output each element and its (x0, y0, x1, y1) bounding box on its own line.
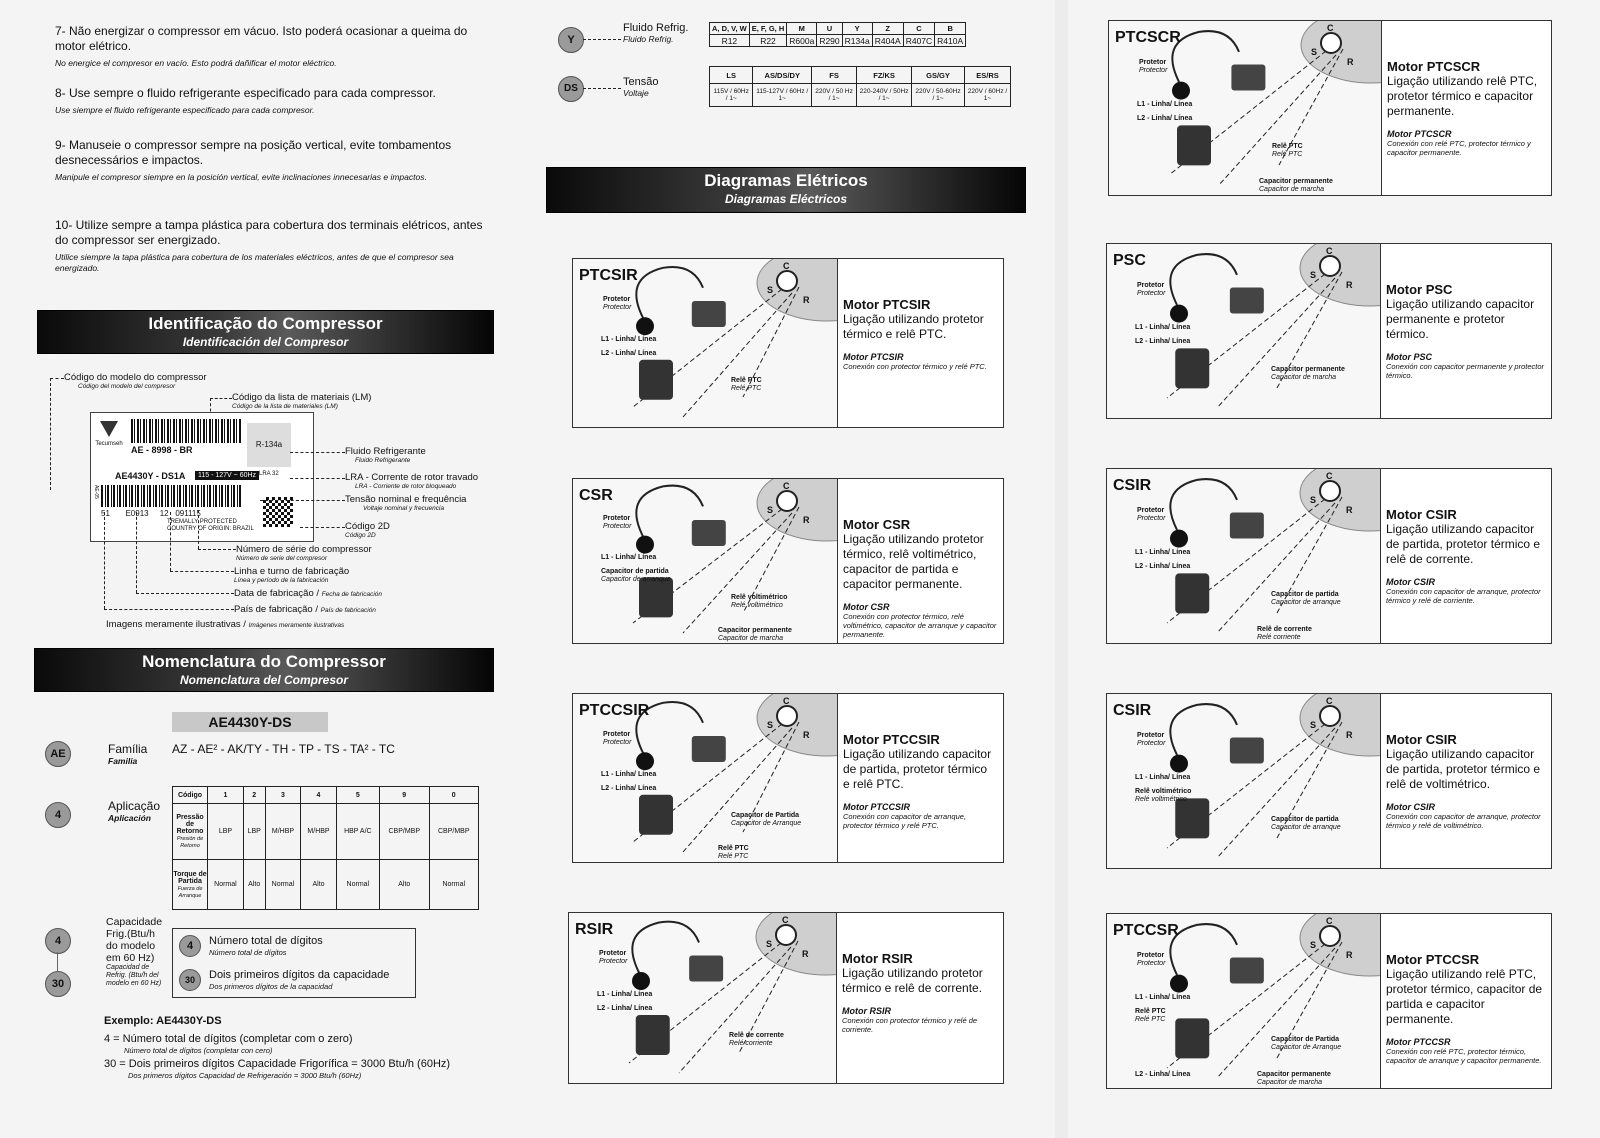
terminal-c-label: C (1326, 246, 1333, 256)
component-label: L2 - Linha/ Línea (1135, 338, 1191, 345)
panel-description (836, 913, 1003, 1083)
component-label: Relê PTC (718, 845, 749, 852)
terminal-s-label: S (767, 285, 774, 295)
component-label-es: Capacitor de arranque (1271, 599, 1341, 606)
panel-description (1380, 694, 1551, 868)
motor-desc: Ligação utilizando capacitor de partida, protetor térmico e relê de voltimétrico. (1386, 747, 1541, 791)
protector-icon (1170, 755, 1188, 773)
terminal-r-label: R (1347, 57, 1354, 67)
voltage-label: Tensão Voltaje (623, 76, 659, 98)
terminal-s-label: S (1310, 270, 1317, 280)
motor-title: Motor PTCCSR (1386, 952, 1480, 967)
nom-banner: Nomenclatura do Compressor Nomenclatura del Compresor (34, 648, 494, 692)
badge-aplicacao: 4 (45, 802, 71, 828)
terminal-c (777, 271, 797, 291)
serial-parts: 51 E0913 12 091115 (101, 509, 201, 518)
component-label: Protetor (1137, 952, 1165, 959)
motor-title-es: Motor PTCCSIR (843, 802, 910, 812)
lm-code: AE - 8998 - BR (131, 445, 193, 455)
terminal-s-label: S (1310, 720, 1317, 730)
left-page (0, 0, 525, 1138)
relay-top-icon (692, 520, 726, 546)
illustrative-note: Imagens meramente ilustrativas / Imágenes meramente ilustrativas (106, 619, 345, 630)
component-label: L1 - Linha/ Línea (1135, 549, 1191, 556)
motor-title: Motor CSR (843, 517, 911, 532)
terminal-r-label: R (803, 515, 810, 525)
relay-top-icon (1230, 958, 1264, 984)
motor-desc-es: Conexión con protector térmico, relé voltimétrico, capacitor de arranque y capacitor permanente. (843, 612, 997, 639)
motor-desc: Ligação utilizando capacitor de partida, protetor térmico e relê PTC. (843, 747, 992, 791)
component-label: L2 - Linha/ Línea (1135, 1071, 1191, 1078)
terminal-r-label: R (802, 949, 809, 959)
callout-lra: LRA - Corrente de rotor travado LRA - Corriente de rotor bloqueado (345, 472, 479, 490)
wiring-diagram (573, 694, 838, 862)
familia-values: AZ - AE² - AK/TY - TH - TP - TS - TA² - TC (172, 742, 395, 756)
motor-desc-es: Conexión con protector térmico y relé de corriente. (842, 1016, 978, 1034)
component-label-es: Protector (1139, 67, 1168, 74)
component-label-es: Capacitor de arranque (601, 576, 671, 583)
panel-csir-current (1106, 468, 1552, 644)
relay-top-icon (692, 736, 726, 762)
relay-top-icon (1230, 738, 1264, 764)
component-label: Capacitor permanente (1259, 178, 1333, 185)
panel-title: PSC (1113, 252, 1146, 269)
motor-desc-es: Conexión con protector térmico y relé PTC. (843, 362, 987, 371)
component-label: Capacitor permanente (718, 627, 792, 634)
motor-title-es: Motor PSC (1386, 352, 1432, 362)
product-label (90, 412, 314, 542)
badge-capacidade-30: 30 (45, 971, 71, 997)
table-row: LS AS/DS/DY FS FZ/KS GS/GY ES/RS (710, 67, 1011, 84)
fluid-table (709, 22, 966, 47)
panel-description (1380, 244, 1551, 418)
terminal-r-label: R (1346, 950, 1353, 960)
table-row: Pressão de Retorno Presión de Retorno LBP LBP M/HBP M/HBP HBP A/C CBP/MBP CBP/MBP (173, 804, 479, 860)
panel-title: CSIR (1113, 702, 1152, 719)
terminal-r-label: R (1346, 730, 1353, 740)
origin-line1: TREMALLY PROTECTED (167, 519, 237, 525)
motor-title-es: Motor CSR (843, 602, 890, 612)
side-code: AE-05 (93, 485, 99, 499)
familia-label: Família Familia (108, 742, 148, 766)
component-label-es: Relé PTC (731, 385, 762, 392)
component-label: L2 - Linha/ Línea (597, 1005, 653, 1012)
protector-icon (632, 972, 650, 990)
component-label: Relê de corrente (729, 1032, 784, 1039)
component-label-es: Capacitor de marcha (1271, 374, 1336, 381)
protector-icon (1170, 975, 1188, 993)
component-label: L1 - Linha/ Línea (597, 991, 653, 998)
panel-psc (1106, 243, 1552, 419)
panel-csr (572, 478, 1004, 644)
panel-description (1380, 469, 1551, 643)
terminal-r-label: R (1346, 505, 1353, 515)
middle-page (525, 0, 1055, 1138)
protector-icon (636, 317, 654, 335)
terminal-c (1320, 926, 1340, 946)
motor-title-es: Motor PTCSCR (1387, 129, 1452, 139)
component-label: Capacitor de partida (1271, 591, 1339, 598)
tecumseh-logo-icon (98, 419, 120, 439)
callout-tension: Tensão nominal e frequência Voltaje nominal y frecuencia (345, 494, 467, 512)
terminal-s-label: S (767, 505, 774, 515)
component-label: L2 - Linha/ Línea (1135, 563, 1191, 570)
callout-2d: Código 2D Código 2D (345, 521, 390, 539)
instruction-8: 8- Use sempre o fluido refrigerante especificado para cada compressor. Use siempre el fluido refrigerante especificado para cada compresor. (55, 86, 436, 115)
motor-title: Motor PTCSCR (1387, 59, 1481, 74)
motor-title-es: Motor PTCSIR (843, 352, 904, 362)
motor-title: Motor CSIR (1386, 507, 1457, 522)
component-label-es: Relé PTC (718, 853, 749, 860)
protector-icon (636, 536, 654, 554)
motor-title: Motor CSIR (1386, 732, 1457, 747)
component-label-es: Capacitor de arranque (1271, 824, 1341, 831)
application-table (172, 786, 479, 910)
wiring-diagram (1107, 469, 1381, 643)
component-label: Relê voltimétrico (1135, 788, 1192, 795)
terminal-c (1320, 706, 1340, 726)
motor-desc: Ligação utilizando protetor térmico e relê de corrente. (842, 966, 983, 995)
component-label-es: Capacitor de Arranque (1271, 1044, 1342, 1051)
terminal-s-label: S (767, 720, 774, 730)
component-label: Capacitor de Partida (731, 812, 800, 819)
panel-title: PTCCSIR (579, 702, 650, 719)
terminal-s-label: S (1310, 940, 1317, 950)
motor-desc: Ligação utilizando relê PTC, protetor térmico e capacitor permanente. (1387, 74, 1538, 118)
component-label-es: Relé PTC (1135, 1016, 1166, 1023)
component-label: Protetor (1137, 282, 1165, 289)
box-badge-30: 30 (179, 969, 201, 991)
terminal-c (776, 925, 796, 945)
panel-csir-voltage (1106, 693, 1552, 869)
terminal-c-label: C (782, 915, 789, 925)
motor-desc: Ligação utilizando capacitor permanente e protetor térmico. (1386, 297, 1535, 341)
terminal-c (1321, 33, 1341, 53)
component-label: Capacitor permanente (1257, 1071, 1331, 1078)
brand-logo: Tecumseh (95, 419, 123, 455)
motor-desc: Ligação utilizando capacitor de partida, protetor térmico e relê de corrente. (1386, 522, 1541, 566)
motor-desc: Ligação utilizando relê PTC, protetor térmico, capacitor de partida e capacitor permanente. (1386, 967, 1543, 1026)
component-label: L2 - Linha/ Línea (1137, 115, 1193, 122)
id-banner: Identificação do Compressor Identificación del Compresor (37, 310, 494, 354)
motor-title: Motor RSIR (842, 951, 913, 966)
relay-top-icon (692, 301, 726, 327)
model-code: AE4430Y - DS1A (115, 471, 186, 481)
panel-ptccsr (1106, 913, 1552, 1089)
relay-icon (1175, 798, 1209, 838)
callout-serial: Número de série do compressor Número de serie del compresor (236, 544, 372, 562)
terminal-s-label: S (1311, 47, 1318, 57)
callout-lm: Código da lista de materiais (LM) Código de la lista de materiales (LM) (232, 392, 372, 410)
motor-desc-es: Conexión con relé PTC, protector térmico y capacitor permanente. (1387, 139, 1531, 157)
component-label: L1 - Linha/ Línea (1135, 774, 1191, 781)
capacidade-label: Capacidade Frig.(Btu/h do modelo em 60 Hz) Capacidad de Refrig. (Btu/h del modelo en 60 Hz) (106, 916, 163, 987)
panel-ptccsir (572, 693, 1004, 863)
lra-tag: LRA 32 (259, 471, 279, 477)
relay-top-icon (1230, 513, 1264, 539)
motor-title-es: Motor CSIR (1386, 802, 1435, 812)
relay-icon (639, 360, 673, 400)
terminal-c-label: C (1326, 696, 1333, 706)
panel-ptcsir (572, 258, 1004, 428)
relay-top-icon (1230, 288, 1264, 314)
motor-title: Motor PTCSIR (843, 297, 931, 312)
terminal-c (777, 491, 797, 511)
component-label: L1 - Linha/ Línea (601, 771, 657, 778)
badge-capacidade-4: 4 (45, 928, 71, 954)
component-label-es: Capacitor de marcha (718, 635, 783, 642)
terminal-r-label: R (803, 295, 810, 305)
motor-desc-es: Conexión con capacitor permanente y protector térmico. (1386, 362, 1545, 380)
component-label: Relê voltimétrico (731, 594, 788, 601)
panel-description (1380, 914, 1551, 1088)
component-label: Protetor (1137, 732, 1165, 739)
component-label-es: Protector (1137, 290, 1166, 297)
example: Exemplo: AE4430Y-DS 4 = Número total de dígitos (completar com o zero) Número total de dígitos (completar con cero) 30 = Dois primeiros dígitos Capacidade Frigorífica = 3000 Btu/h (60Hz) Dos primeros dígitos Capacidad de Refrigeración = 3000 Btu/h (60Hz) (104, 1015, 451, 1080)
table-row: R12 R22 R600a R290 R134a R404A R407C R410A (710, 35, 966, 47)
panel-title: RSIR (575, 921, 614, 938)
wiring-diagram (1107, 244, 1381, 418)
table-row: 115V / 60Hz / 1~ 115-127V / 60Hz / 1~ 220V / 50 Hz / 1~ 220-240V / 50Hz / 1~ 220V / 50-60Hz / 1~ 220V / 60Hz / 1~ (710, 84, 1011, 107)
terminal-c-label: C (1326, 471, 1333, 481)
component-label: L2 - Linha/ Línea (601, 785, 657, 792)
component-label: Protetor (1137, 507, 1165, 514)
box-badge-4: 4 (179, 935, 201, 957)
terminal-c-label: C (1327, 23, 1334, 33)
component-label-es: Relé corriente (1257, 634, 1301, 641)
panel-title: CSR (579, 487, 613, 504)
panel-title: PTCCSR (1113, 922, 1179, 939)
terminal-c-label: C (783, 261, 790, 271)
component-label: Capacitor de partida (1271, 816, 1339, 823)
badge-familia: AE (45, 741, 71, 767)
callout-country: País de fabricação / País de fabricación (234, 604, 376, 615)
refrigerant-box: R-134a (247, 423, 291, 467)
wiring-diagram (569, 913, 837, 1083)
wiring-diagram (1107, 694, 1381, 868)
serial-barcode (101, 485, 241, 507)
relay-icon (1175, 1018, 1209, 1058)
protector-icon (636, 752, 654, 770)
panel-ptcscr (1108, 20, 1552, 196)
motor-desc: Ligação utilizando protetor térmico, relê voltimétrico, capacitor de partida e capacitor permanente. (843, 532, 984, 591)
capacidade-connector (57, 952, 58, 971)
protector-icon (1172, 82, 1190, 100)
right-page (1068, 0, 1600, 1138)
protector-icon (1170, 530, 1188, 548)
voltage-tag: 115 - 127V ~ 60Hz (195, 471, 259, 480)
terminal-c (1320, 481, 1340, 501)
instruction-9: 9- Manuseie o compressor sempre na posição vertical, evite tombamentos desnecessários e impactos. Manipule el compresor siempre en la posición vertical, evite inclinaciones innecesarias e impactos. (55, 138, 452, 182)
callout-model-code: Código do modelo do compressor Código del modelo del compresor (64, 372, 207, 390)
component-label: Relê PTC (1135, 1008, 1166, 1015)
panel-title: CSIR (1113, 477, 1152, 494)
component-label: L1 - Linha/ Línea (601, 554, 657, 561)
component-label: L1 - Linha/ Línea (1135, 994, 1191, 1001)
capacidade-box: 4 Número total de dígitos Número total de dígitos 30 Dois primeiros dígitos da capacidade Dos primeros dígitos de la capacidad (172, 928, 416, 998)
relay-icon (1175, 348, 1209, 388)
relay-top-icon (1231, 65, 1265, 91)
motor-title: Motor PTCCSIR (843, 732, 940, 747)
diagramas-banner: Diagramas Elétricos Diagramas Eléctricos (546, 167, 1026, 213)
panel-description (837, 259, 1003, 427)
terminal-s-label: S (1310, 495, 1317, 505)
component-label-es: Protector (1137, 740, 1166, 747)
motor-desc-es: Conexión con capacitor de arranque, protector térmico y relé de corriente. (1386, 587, 1541, 605)
terminal-c (777, 706, 797, 726)
panel-rsir (568, 912, 1004, 1084)
instructions (55, 24, 495, 274)
instruction-7: 7- Não energizar o compressor em vácuo. Isto poderá ocasionar a queima do motor elétrico. No energice el compresor en vacío. Esto podrá dañificar el motor eléctrico. (55, 24, 468, 68)
terminal-c (1320, 256, 1340, 276)
component-label-es: Protector (599, 958, 628, 965)
terminal-s-label: S (766, 939, 773, 949)
relay-icon (639, 795, 673, 835)
component-label: Protetor (1139, 59, 1167, 66)
callout-line: Linha e turno de fabricação Línea y período de la fabricación (234, 566, 350, 584)
component-label-es: Capacitor de Arranque (731, 820, 802, 827)
callout-fluid: Fluido Refrigerante Fluido Refrigerante (345, 446, 426, 464)
relay-icon (636, 1015, 670, 1055)
component-label-es: Protector (1137, 515, 1166, 522)
terminal-c-label: C (783, 481, 790, 491)
component-label: Protetor (603, 296, 631, 303)
relay-icon (1177, 125, 1211, 165)
component-label-es: Protector (603, 304, 632, 311)
motor-desc-es: Conexión con capacitor de arranque, protector térmico y relé PTC. (843, 812, 966, 830)
protector-icon (1170, 305, 1188, 323)
fluid-label: Fluido Refrig. Fluido Refrig. (623, 22, 689, 44)
component-label: Protetor (599, 950, 627, 957)
relay-top-icon (689, 956, 723, 982)
component-label: L1 - Linha/ Línea (601, 336, 657, 343)
panel-description (1381, 21, 1551, 195)
component-label: Capacitor permanente (1271, 366, 1345, 373)
terminal-c-label: C (1326, 916, 1333, 926)
motor-title: Motor PSC (1386, 282, 1453, 297)
component-label: Capacitor de Partida (1271, 1036, 1340, 1043)
component-label-es: Capacitor de marcha (1257, 1079, 1322, 1086)
table-row: A, D, V, W E, F, G, H M U Y Z C B (710, 23, 966, 35)
wiring-diagram (1107, 914, 1381, 1088)
panel-title: PTCSIR (579, 267, 638, 284)
component-label-es: Capacitor de marcha (1259, 186, 1324, 193)
component-label-es: Relé corriente (729, 1040, 773, 1047)
badge-fluid: Y (558, 27, 584, 53)
component-label-es: Protector (603, 523, 632, 530)
motor-desc-es: Conexión con relé PTC, protector térmico, capacitor de arranque y capacitor permanente. (1386, 1047, 1542, 1065)
component-label-es: Protector (1137, 960, 1166, 967)
component-label: Protetor (603, 731, 631, 738)
component-label: Relê PTC (1272, 143, 1303, 150)
terminal-c-label: C (783, 696, 790, 706)
wiring-diagram (573, 479, 838, 643)
motor-desc: Ligação utilizando protetor térmico e relê PTC. (843, 312, 984, 341)
panel-title: PTCSCR (1115, 29, 1181, 46)
component-label-es: Relé voltimétrico (731, 602, 783, 609)
motor-title-es: Motor RSIR (842, 1006, 891, 1016)
terminal-r-label: R (1346, 280, 1353, 290)
component-label: L1 - Linha/ Línea (1137, 101, 1193, 108)
component-label-es: Relé voltimétrico (1135, 796, 1187, 803)
nom-model: AE4430Y-DS (172, 712, 328, 732)
origin-line2: COUNTRY OF ORIGIN: BRAZIL (167, 526, 254, 532)
component-label-es: Relé PTC (1272, 151, 1303, 158)
component-label: L1 - Linha/ Línea (1135, 324, 1191, 331)
wiring-diagram (573, 259, 838, 427)
terminal-r-label: R (803, 730, 810, 740)
lm-barcode (131, 419, 241, 443)
motor-title-es: Motor PTCCSR (1386, 1037, 1451, 1047)
instruction-10: 10- Utilize sempre a tampa plástica para cobertura dos terminais elétricos, antes do compressor ser energizado. Utilice siempre la tapa plástica para cobertura de los materiales eléctricos, antes de que el compresor sea energizado. (55, 218, 483, 273)
component-label: Relê de corrente (1257, 626, 1312, 633)
motor-title-es: Motor CSIR (1386, 577, 1435, 587)
relay-icon (1175, 573, 1209, 613)
voltage-table (709, 66, 1011, 107)
component-label: Capacitor de partida (601, 568, 669, 575)
qr-code (263, 497, 293, 527)
wiring-diagram (1109, 21, 1382, 195)
table-row: Torque de Partida Fuerza de Arranque Normal Alto Normal Alto Normal Alto Normal (173, 860, 479, 910)
component-label: Protetor (603, 515, 631, 522)
aplicacao-label: Aplicação Aplicación (108, 799, 161, 823)
panel-description (837, 479, 1003, 643)
motor-desc-es: Conexión con capacitor de arranque, protector térmico y relé de voltimétrico. (1386, 812, 1541, 830)
component-label: L2 - Linha/ Línea (601, 350, 657, 357)
callout-date: Data de fabricação / Fecha de fabricación (234, 588, 383, 599)
badge-voltage: DS (558, 76, 584, 102)
panel-description (837, 694, 1003, 862)
table-row: Código 1 2 3 4 5 9 0 (173, 787, 479, 804)
component-label-es: Protector (603, 739, 632, 746)
component-label: Relê PTC (731, 377, 762, 384)
